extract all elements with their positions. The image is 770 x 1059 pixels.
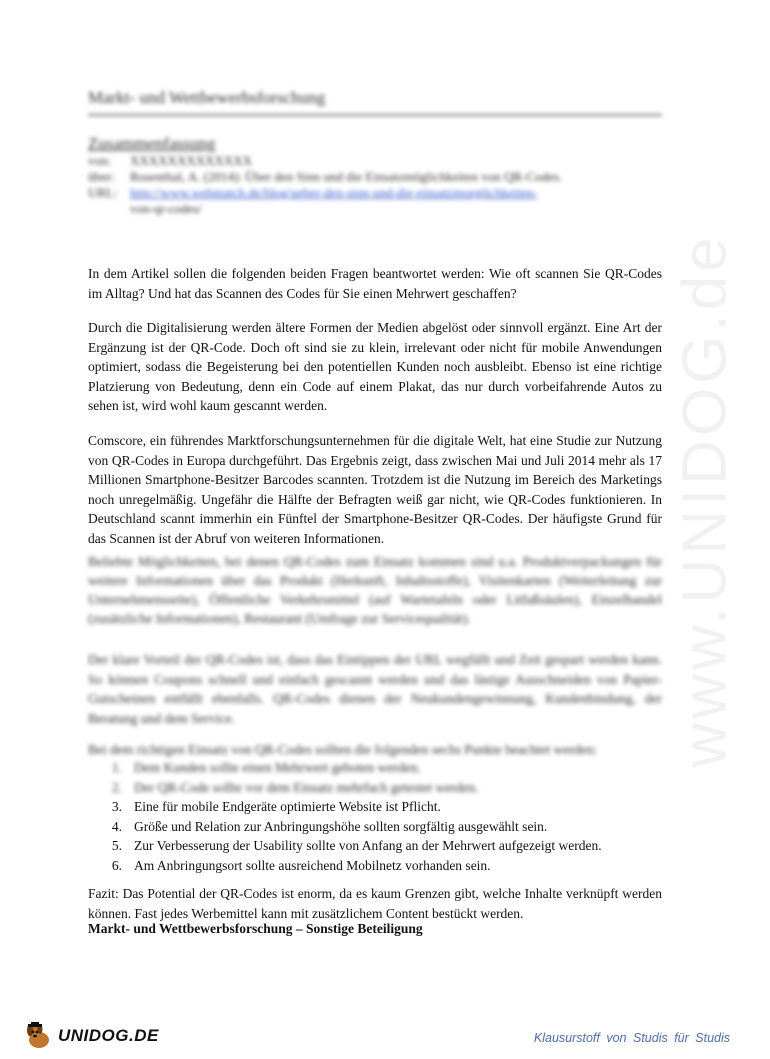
list-item-text: Eine für mobile Endgeräte optimierte Website ist Pflicht. [134, 799, 441, 814]
list-item-text: Am Anbringungsort sollte ausreichend Mobilnetz vorhanden sein. [134, 857, 491, 873]
footer-logo[interactable] [22, 1021, 159, 1051]
paragraph-comscore: Comscore, ein führendes Marktforschungsunternehmen für die digitale Welt, hat eine Studie zur Nutzung von QR-Codes in Europa durchgeführt. Das Ergebnis zeigt, dass zwischen Mai und Juli 2014 mehr als 17 Millionen Smartphone-Besitzer Barcodes scannten. Trotzdem ist die Nutzung im Bereich des Marketings noch unregelmäßig. Ungefähr die Hälfte der Befragten weiß gar nicht, wie QR-Codes funktionieren. In Deutschland scannt immerhin ein Fünftel der Smartphone-Besitzer QR-Codes. Der häufigste Grund für das Scannen ist der Abruf von weiteren Informationen. [88, 433, 662, 546]
tips-list [88, 758, 662, 875]
list-item-text: Der QR-Code sollte vor dem Einsatz mehrfach getestet werden. [134, 779, 479, 795]
meta-url-row [88, 185, 662, 201]
list-item-text: Zur Verbesserung der Usability sollte von Anfang an der Mehrwert aufgezeigt werden. [134, 838, 602, 853]
list-item [88, 856, 662, 876]
meta-source-label: über: [88, 169, 115, 184]
paragraph-intro: In dem Artikel sollen die folgenden beiden Fragen beantwortet werden: Wie oft scannen Sie QR-Codes im Alltag? Und hat das Scannen des Codes für Sie einen Mehrwert geschaffen? [88, 266, 662, 301]
list-item-number: 6. [111, 857, 122, 873]
logo-text: UNIDOG.DE [58, 1026, 159, 1045]
list-item-number: 4. [111, 818, 122, 834]
paragraph-digitalisierung: Durch die Digitalisierung werden ältere Formen der Medien abgelöst oder sinnvoll ergänzt. Eine Art der Ergänzung ist der QR-Code. Doch oft sind sie zu klein, irrelevant oder nicht für mobile Anwendungen optimiert, sodass die Begeisterung bei den potentiellen Kunden noch ausbleibt. Ebenso ist eine richtige Platzierung von Bedeutung, denn ein Code auf einem Plakat, das nur durch vorbeifahrende Autos zu sehen ist, wird wohl kaum gescannt werden. [88, 320, 662, 414]
meta-url-link[interactable]: http://www.webmatch.de/blog/ueber-den-sinn-und-die-einsatzmoeglichkeiten- [130, 185, 538, 200]
list-item [88, 797, 662, 817]
list-item-text: Dem Kunden sollte einen Mehrwert geboten werden. [134, 760, 421, 775]
list-item [88, 817, 662, 837]
paragraph-vorteil: Der klare Vorteil der QR-Codes ist, dass das Eintippen der URL wegfällt und Zeit gespart werden kann. So können Coupons schnell und einfach gescannt werden und das lästige Ausschneiden von Papier-Gutscheinen entfällt ebenfalls. QR-Codes dienen der Neukundengewinnung, Kundenbindung, der Beratung und dem Service. [88, 652, 662, 726]
list-item [88, 778, 662, 798]
meta-source-row [88, 169, 662, 185]
meta-author-label: von: [88, 153, 112, 168]
list-item-number: 2. [111, 779, 122, 795]
meta-source-value: Rosenthal, A. (2014): Über den Sinn und die Einsatzmöglichkeiten von QR-Codes. [130, 169, 563, 184]
footer-slogan: Klausurstoff von Studis für Studis [533, 1031, 730, 1045]
list-item-number: 1. [111, 760, 122, 775]
meta-author-row [88, 153, 662, 169]
meta-url-continuation: von-qr-codes/ [130, 201, 202, 216]
list-item [88, 758, 662, 778]
meta-author-value: XXXXXXXXXXXXX [130, 153, 253, 168]
paragraph-list-intro: Bei dem richtigen Einsatz von QR-Codes sollten die folgenden sechs Punkte beachtet werden: [88, 742, 598, 757]
source-metadata [88, 153, 662, 216]
meta-url-label: URL: [88, 185, 118, 200]
list-item-number: 3. [111, 799, 122, 814]
document-title: Markt- und Wettbewerbsforschung [88, 88, 662, 116]
watermark-text: www.UNIDOG.de [670, 232, 740, 768]
paragraph-fazit: Fazit: Das Potential der QR-Codes ist enorm, da es kaum Grenzen gibt, welche Inhalte verknüpft werden können. Fast jedes Werbemittel kann mit zusätzlichem Content bestückt werden. [88, 886, 662, 921]
paragraph-einsatzmoeglichkeiten: Beliebte Möglichkeiten, bei denen QR-Codes zum Einsatz kommen sind u.a. Produktverpackungen für weitere Informationen über das Produkt (Herkunft, Inhaltsstoffe), Visitenkarten (Weiterleitung zur Unternehmensseite), Öffentliche Verkehrsmittel (auf Wartetafeln oder Litfaßsäulen), Einzelhandel (zusätzliche Informationen), Restaurant (Umfrage zur Servicequalität). [88, 554, 662, 626]
dog-mascot-icon [22, 1021, 56, 1051]
course-label: Markt- und Wettbewerbsforschung – Sonstige Beteiligung [88, 921, 423, 936]
list-item-number: 5. [111, 838, 122, 853]
summary-heading: Zusammenfassung [88, 134, 216, 153]
list-item-text: Größe und Relation zur Anbringungshöhe sollten sorgfältig ausgewählt sein. [134, 818, 548, 834]
list-item [88, 836, 662, 856]
